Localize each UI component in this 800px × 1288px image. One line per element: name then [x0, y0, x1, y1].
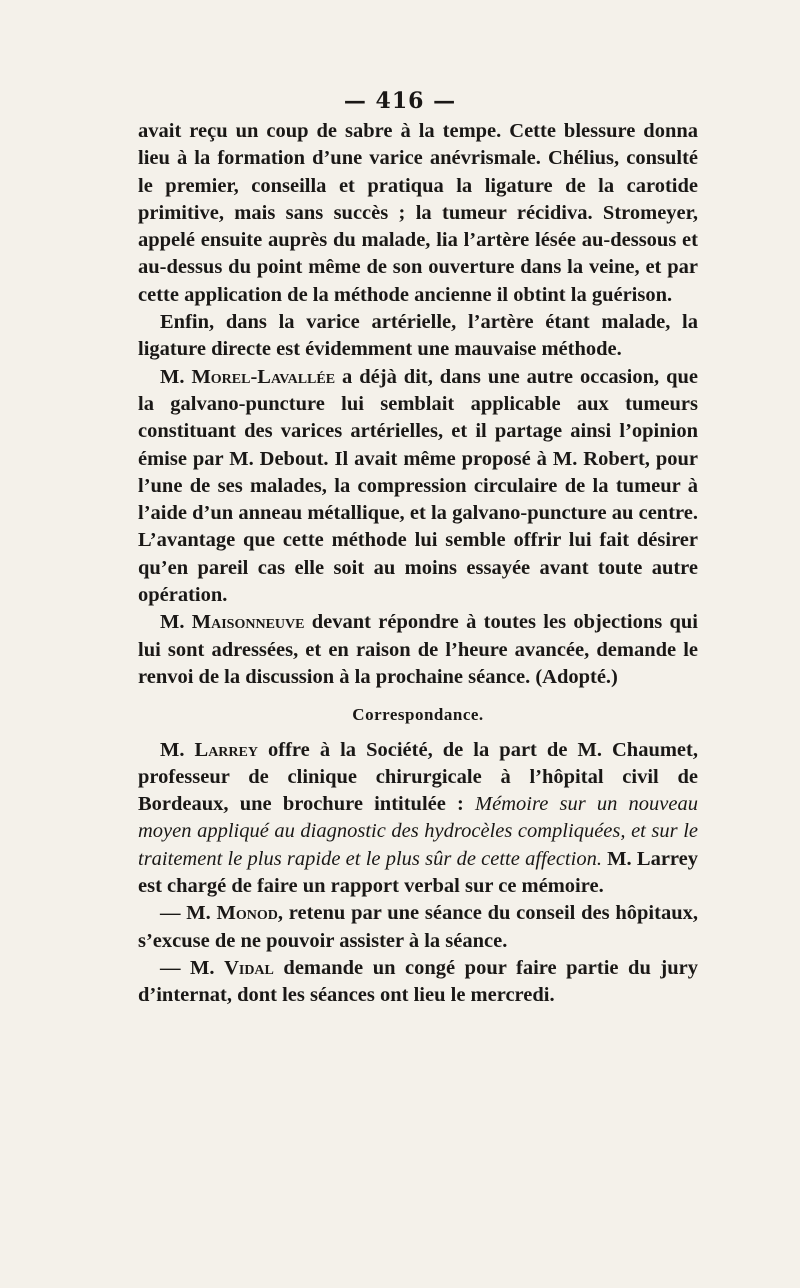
speaker-name: Monod: [216, 902, 278, 925]
paragraph-text: demande un congé pour faire partie du jury d’internat, dont les séances ont lieu le mercredi.: [138, 956, 698, 1007]
paragraph-larrey: [138, 737, 698, 901]
speaker-name: M. Maisonneuve: [160, 611, 305, 634]
page-number: — 416 —: [343, 88, 457, 114]
paragraph-vidal: [138, 955, 698, 1010]
dash-prefix: — M.: [160, 902, 217, 925]
paragraph-text: offre à la Société, de la part de M. Chaumet, professeur de clinique chirurgicale à l’hôpital civil de Bordeaux, une brochure intitulée :: [138, 738, 698, 816]
paragraph-varice-arterielle: [138, 309, 698, 364]
paragraph-text: Enfin, dans la varice artérielle, l’artère étant malade, la ligature directe est évidemment une mauvaise méthode.: [138, 311, 698, 361]
paragraph-monod: [138, 900, 698, 955]
speaker-name: M. Morel-Lavallée: [160, 365, 336, 388]
paragraph-text: , retenu par une séance du conseil des hôpitaux, s’excuse de ne pouvoir assister à la séance.: [138, 902, 698, 952]
body-text: [138, 118, 698, 1010]
dash-prefix: — M.: [160, 956, 225, 979]
paragraph-text: M. Larrey est chargé de faire un rapport verbal sur ce mémoire.: [138, 847, 698, 898]
paragraph-maisonneuve: [138, 609, 698, 691]
brochure-title: Mémoire sur un nouveau moyen appliqué au diagnostic des hydrocèles compliquées, et sur le traitement le plus rapide et le plus sûr de cette affection.: [138, 793, 698, 870]
paragraph-text: a déjà dit, dans une autre occasion, que la galvano-puncture lui semblait applicable aux tumeurs constituant des varices artérielles, et il partage ainsi l’opinion émise par M. Debout. Il avait même proposé à M. Robert, pour l’une de ses malades, la compression circulaire de la tumeur à l’aide d’un anneau métallique, et la galvano-puncture au centre. L’avantage que cette méthode lui semble offrir lui fait désirer qu’en pareil cas elle soit au moins essayée avant toute autre opération.: [138, 365, 698, 607]
paragraph-text: avait reçu un coup de sabre à la tempe. Cette blessure donna lieu à la formation d’une varice anévrismale. Chélius, consulté le premier, conseilla et pratiqua la ligature de la carotide primitive, mais sans succès ; la tumeur récidiva. Stromeyer, appelé ensuite auprès du malade, lia l’artère lésée au-dessous et au-dessus du point même de son ouverture dans la veine, et par cette application de la méthode ancienne il obtint la guérison.: [138, 120, 698, 306]
speaker-name: M. Larrey: [160, 738, 258, 761]
section-heading-correspondance: Correspondance.: [352, 705, 484, 725]
paragraph-text: devant répondre à toutes les objections qui lui sont adressées, et en raison de l’heure avancée, demande le renvoi de la discussion à la prochaine séance. (Adopté.): [138, 611, 698, 688]
speaker-name: Vidal: [224, 956, 274, 979]
paragraph-continuation: [138, 118, 698, 309]
paragraph-morel-lavallee: [138, 364, 698, 610]
